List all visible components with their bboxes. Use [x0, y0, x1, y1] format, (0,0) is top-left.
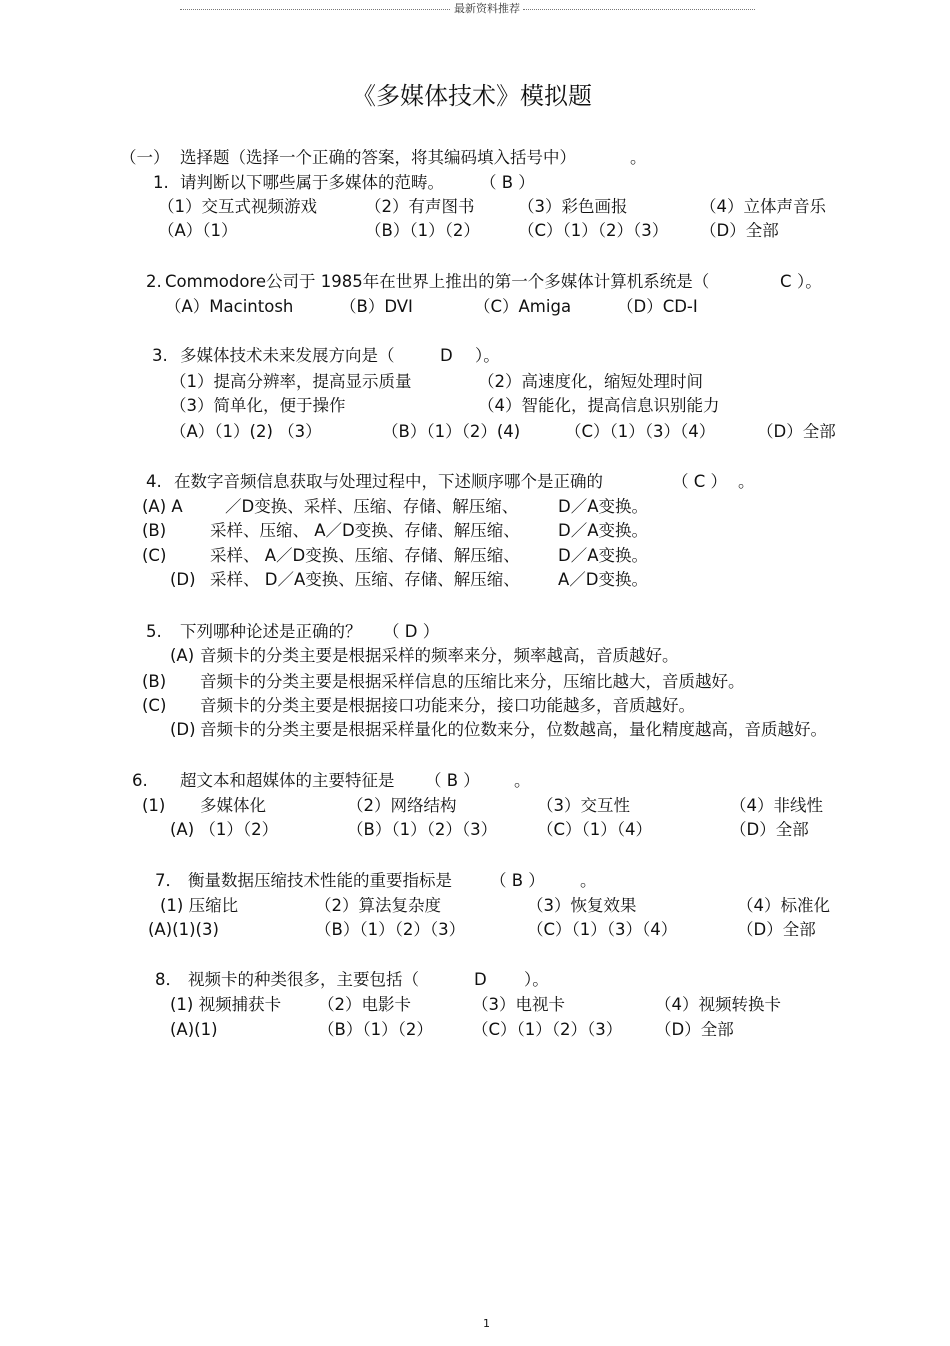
q1-choice-d: （D）全部	[700, 221, 779, 240]
q4-choice-c-text: 采样、 A／D变换、压缩、存储、解压缩、	[210, 546, 520, 565]
q6-item-1-text: 多媒体化	[200, 796, 266, 815]
q6-item-4: （4）非线性	[730, 796, 823, 815]
q4-tail: 。	[738, 472, 755, 491]
q4-choice-b-end: D／A变换。	[558, 521, 648, 540]
q2-choice-c: （C）Amiga	[474, 297, 572, 316]
q3-choice-d: （D）全部	[757, 422, 836, 441]
q6-item-2: （2）网络结构	[347, 796, 457, 815]
q1-item-1: （1）交互式视频游戏	[158, 197, 317, 216]
q3-answer: D	[440, 346, 453, 365]
q1-number: 1.	[153, 173, 169, 192]
q8-item-2: （2）电影卡	[318, 995, 411, 1014]
section-tail: 。	[630, 148, 647, 167]
q4-choice-d-label: (D)	[170, 570, 196, 589]
q4-choice-b-label: (B)	[142, 521, 167, 540]
q8-item-3: （3）电视卡	[472, 995, 565, 1014]
q5-answer: （ D ）	[383, 622, 440, 641]
q4-choice-c-label: (C)	[142, 546, 167, 565]
q1-choice-b: （B）（1）（2）	[365, 221, 480, 240]
q6-choice-d: （D）全部	[730, 820, 809, 839]
q5-choice-a-label: (A)	[170, 646, 195, 665]
q1-item-4: （4）立体声音乐	[700, 197, 826, 216]
q4-choice-d-end: A／D变换。	[558, 570, 648, 589]
q4-text: 在数字音频信息获取与处理过程中，下述顺序哪个是正确的	[174, 472, 603, 491]
q7-item-1: (1) 压缩比	[160, 896, 239, 915]
q5-choice-d-label: (D)	[170, 720, 196, 739]
q2-choice-b: （B）DVI	[340, 297, 413, 316]
q5-choice-b-text: 音频卡的分类主要是根据采样信息的压缩比来分，压缩比越大，音质越好。	[200, 672, 745, 691]
q7-choice-a: (A)(1)(3)	[148, 920, 219, 939]
page-title: 《多媒体技术》模拟题	[352, 82, 592, 110]
q1-choice-a: （A）（1）	[158, 221, 238, 240]
header-dots-left	[180, 9, 450, 10]
q6-choice-c: （C）（1）（4）	[537, 820, 653, 839]
q7-answer: （ B ）	[490, 871, 545, 890]
q6-text: 超文本和超媒体的主要特征是	[180, 771, 395, 790]
q8-choice-a: (A)(1)	[170, 1020, 218, 1039]
q5-text: 下列哪种论述是正确的？	[180, 622, 362, 641]
q3-tail: ）。	[475, 346, 500, 365]
q3-item-1: （1）提高分辨率，提高显示质量	[170, 372, 412, 391]
q7-tail: 。	[580, 871, 597, 890]
q8-choice-d: （D）全部	[655, 1020, 734, 1039]
q5-choice-d-text: 音频卡的分类主要是根据采样量化的位数来分，位数越高，量化精度越高，音质越好。	[200, 720, 827, 739]
q3-item-4: （4）智能化，提高信息识别能力	[478, 396, 720, 415]
q8-tail: ）。	[524, 970, 549, 989]
q5-choice-b-label: (B)	[142, 672, 167, 691]
q6-tail: 。	[514, 771, 531, 790]
q8-choice-b: （B）（1）（2）	[318, 1020, 433, 1039]
page-header	[180, 2, 755, 16]
q8-text: 视频卡的种类很多，主要包括（	[188, 970, 419, 989]
q1-item-3: （3）彩色画报	[518, 197, 628, 216]
header-label: 最新资料推荐	[454, 2, 520, 15]
q6-item-3: （3）交互性	[537, 796, 630, 815]
q7-number: 7．	[155, 871, 182, 890]
q3-choice-b: （B）（1）（2）(4)	[382, 422, 521, 441]
q2-text: Commodore公司于 1985年在世界上推出的第一个多媒体计算机系统是（	[165, 272, 710, 291]
q3-text: 多媒体技术未来发展方向是（	[180, 346, 395, 365]
q2-choice-a: （A）Macintosh	[165, 297, 294, 316]
page-number: 1	[483, 1317, 490, 1330]
q3-item-3: （3）简单化，便于操作	[170, 396, 346, 415]
q5-number: 5.	[146, 622, 162, 641]
q2-choice-d: （D）CD-I	[617, 297, 698, 316]
q8-choice-c: （C）（1）（2）（3）	[472, 1020, 623, 1039]
q6-answer: （ B ）	[425, 771, 480, 790]
q7-choice-d: （D）全部	[737, 920, 816, 939]
q1-text: 请判断以下哪些属于多媒体的范畴。	[180, 173, 444, 192]
q7-choice-b: （B）（1）（2）（3）	[315, 920, 466, 939]
q1-answer: （ B ）	[480, 173, 535, 192]
section-heading: 选择题（选择一个正确的答案，将其编码填入括号中）	[180, 148, 576, 167]
q1-item-2: （2）有声图书	[365, 197, 475, 216]
q4-answer: （ C ）	[672, 472, 728, 491]
q4-choice-a-end: D／A变换。	[558, 497, 648, 516]
q2-tail: ）。	[797, 272, 822, 291]
q8-item-4: （4）视频转换卡	[655, 995, 781, 1014]
q3-choice-c: （C）（1）（3）（4）	[565, 422, 716, 441]
section-number: （一）	[120, 148, 170, 167]
q7-item-3: （3）恢复效果	[527, 896, 637, 915]
q7-text: 衡量数据压缩技术性能的重要指标是	[188, 871, 452, 890]
q4-choice-c-end: D／A变换。	[558, 546, 648, 565]
header-dots-right	[523, 9, 755, 10]
q3-choice-a: （A）（1）(2) （3）	[170, 422, 322, 441]
q4-choice-b-text: 采样、压缩、 A／D变换、存储、解压缩、	[210, 521, 520, 540]
q6-choice-a: (A) （1）（2）	[170, 820, 279, 839]
q2-number: 2.	[146, 272, 162, 291]
q4-choice-a-text: ／D变换、采样、压缩、存储、解压缩、	[225, 497, 519, 516]
q7-choice-c: （C）（1）（3）（4）	[527, 920, 678, 939]
q5-choice-a-text: 音频卡的分类主要是根据采样的频率来分，频率越高，音质越好。	[200, 646, 679, 665]
q8-item-1: (1) 视频捕获卡	[170, 995, 282, 1014]
q5-choice-c-text: 音频卡的分类主要是根据接口功能来分，接口功能越多，音质越好。	[200, 696, 695, 715]
q8-number: 8．	[155, 970, 182, 989]
q3-number: 3.	[152, 346, 168, 365]
q4-number: 4.	[146, 472, 162, 491]
q6-choice-b: （B）（1）（2）（3）	[347, 820, 498, 839]
q1-choice-c: （C）（1）（2）（3）	[518, 221, 669, 240]
q7-item-2: （2）算法复杂度	[315, 896, 441, 915]
q6-item-1-label: (1)	[142, 796, 166, 815]
q7-item-4: （4）标准化	[737, 896, 830, 915]
q5-choice-c-label: (C)	[142, 696, 167, 715]
q2-answer: C	[780, 272, 792, 291]
q8-answer: D	[474, 970, 487, 989]
q4-choice-d-text: 采样、 D／A变换、压缩、存储、解压缩、	[210, 570, 520, 589]
q6-number: 6.	[132, 771, 148, 790]
q3-item-2: （2）高速度化，缩短处理时间	[478, 372, 703, 391]
q4-choice-a-label: (A) A	[142, 497, 183, 516]
